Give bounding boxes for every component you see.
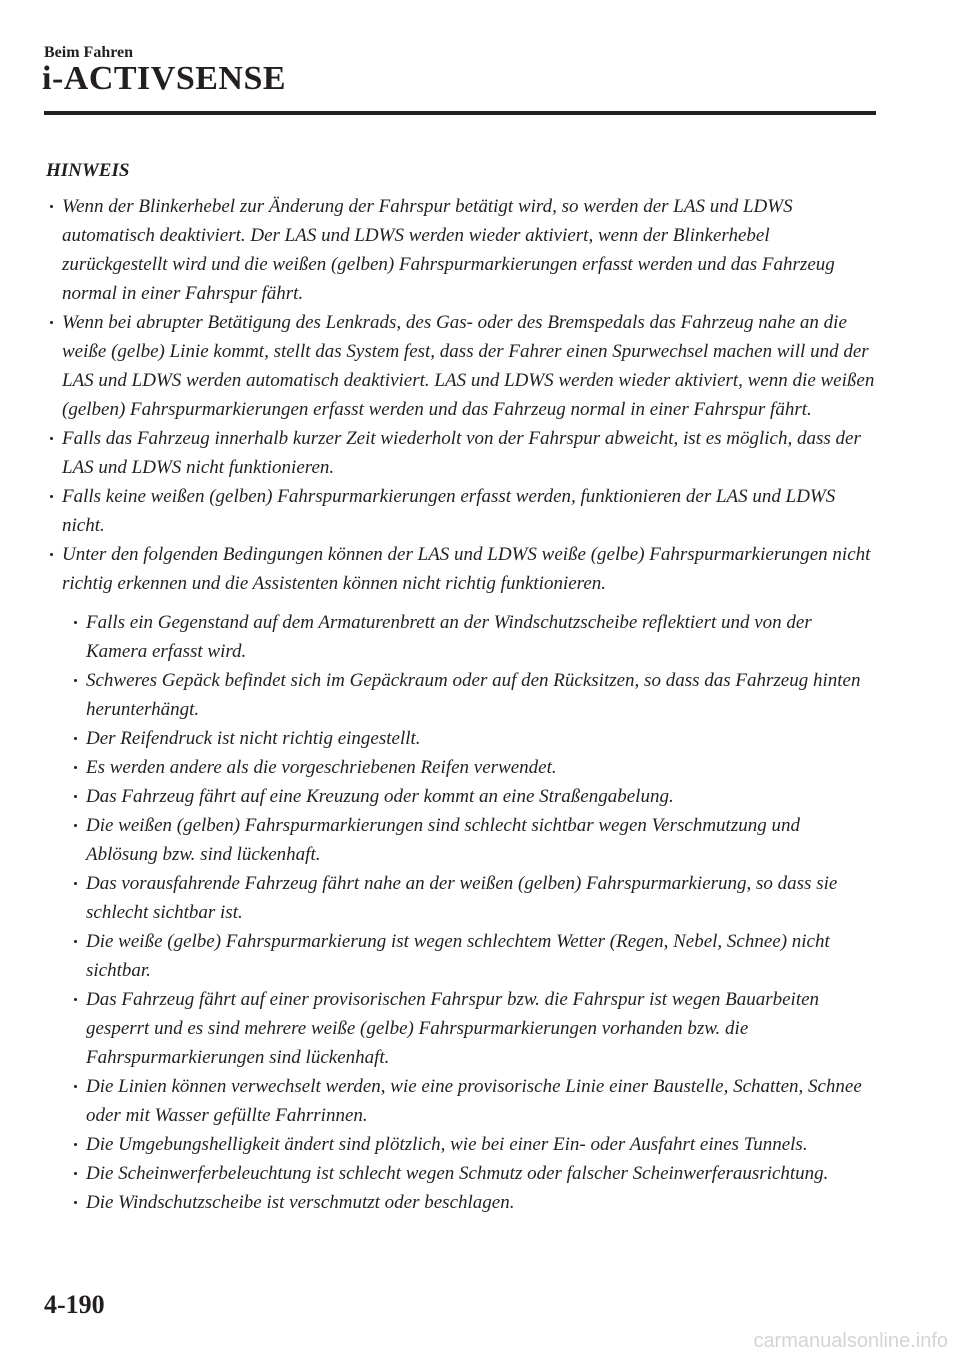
header-rule <box>44 111 876 115</box>
bullet-icon <box>74 882 77 885</box>
page-title: i-ACTIVSENSE <box>42 60 287 97</box>
sub-list-item: Die Scheinwerferbeleuchtung ist schlecht wegen Schmutz oder falscher Scheinwerferausrichtung. <box>70 1159 876 1188</box>
bullet-icon <box>74 1143 77 1146</box>
condition-list <box>70 608 876 1217</box>
list-item: Falls das Fahrzeug innerhalb kurzer Zeit wiederholt von der Fahrspur abweicht, ist es möglich, dass der LAS und LDWS nicht funktionieren. <box>46 424 876 482</box>
bullet-icon <box>50 205 53 208</box>
bullet-icon <box>74 621 77 624</box>
bullet-icon <box>74 1085 77 1088</box>
bullet-icon <box>74 1172 77 1175</box>
note-list <box>46 192 876 598</box>
sub-list-item: Die Umgebungshelligkeit ändert sind plötzlich, wie bei einer Ein- oder Ausfahrt eines Tunnels. <box>70 1130 876 1159</box>
note-block <box>46 160 876 1217</box>
sub-list-item: Das vorausfahrende Fahrzeug fährt nahe an der weißen (gelben) Fahrspurmarkierung, so dass sie schlecht sichtbar ist. <box>70 869 876 927</box>
sub-list-item: Falls ein Gegenstand auf dem Armaturenbrett an der Windschutzscheibe reflektiert und von der Kamera erfasst wird. <box>70 608 876 666</box>
bullet-icon <box>74 940 77 943</box>
bullet-icon <box>50 437 53 440</box>
sub-list-item: Es werden andere als die vorgeschriebenen Reifen verwendet. <box>70 753 876 782</box>
watermark: carmanualsonline.info <box>753 1330 948 1352</box>
sub-list-item: Der Reifendruck ist nicht richtig eingestellt. <box>70 724 876 753</box>
bullet-icon <box>74 824 77 827</box>
page-number: 4-190 <box>44 1290 105 1319</box>
bullet-icon <box>50 495 53 498</box>
section-label: Beim Fahren <box>44 44 134 61</box>
list-item: Unter den folgenden Bedingungen können der LAS und LDWS weiße (gelbe) Fahrspurmarkierungen nicht richtig erkennen und die Assistenten können nicht richtig funktionieren. <box>46 540 876 598</box>
bullet-icon <box>74 679 77 682</box>
list-item: Wenn bei abrupter Betätigung des Lenkrads, des Gas- oder des Bremspedals das Fahrzeug nahe an die weiße (gelbe) Linie kommt, stellt das System fest, dass der Fahrer einen Spurwechsel machen will und der LAS und LDWS werden automatisch deaktiviert. LAS und LDWS werden wieder aktiviert, wenn die weißen (gelben) Fahrspurmarkierungen erfasst werden und das Fahrzeug normal in einer Fahrspur fährt. <box>46 308 876 424</box>
bullet-icon <box>74 737 77 740</box>
sub-list-item: Die weiße (gelbe) Fahrspurmarkierung ist wegen schlechtem Wetter (Regen, Nebel, Schnee) nicht sichtbar. <box>70 927 876 985</box>
sub-list-item: Schweres Gepäck befindet sich im Gepäckraum oder auf den Rücksitzen, so dass das Fahrzeug hinten herunterhängt. <box>70 666 876 724</box>
note-heading: HINWEIS <box>46 160 130 181</box>
list-item: Falls keine weißen (gelben) Fahrspurmarkierungen erfasst werden, funktionieren der LAS und LDWS nicht. <box>46 482 876 540</box>
bullet-icon <box>74 1201 77 1204</box>
bullet-icon <box>50 321 53 324</box>
sub-list-item: Die weißen (gelben) Fahrspurmarkierungen sind schlecht sichtbar wegen Verschmutzung und Ablösung bzw. sind lückenhaft. <box>70 811 876 869</box>
list-item: Wenn der Blinkerhebel zur Änderung der Fahrspur betätigt wird, so werden der LAS und LDWS automatisch deaktiviert. Der LAS und LDWS werden wieder aktiviert, wenn der Blinkerhebel zurückgestellt wird und die weißen (gelben) Fahrspurmarkierungen erfasst werden und das Fahrzeug normal in einer Fahrspur fährt. <box>46 192 876 308</box>
bullet-icon <box>74 795 77 798</box>
bullet-icon <box>74 998 77 1001</box>
bullet-icon <box>50 553 53 556</box>
sub-list-item: Die Linien können verwechselt werden, wie eine provisorische Linie einer Baustelle, Schatten, Schnee oder mit Wasser gefüllte Fahrrinnen. <box>70 1072 876 1130</box>
bullet-icon <box>74 766 77 769</box>
sub-list-item: Das Fahrzeug fährt auf eine Kreuzung oder kommt an eine Straßengabelung. <box>70 782 876 811</box>
sub-list-item: Das Fahrzeug fährt auf einer provisorischen Fahrspur bzw. die Fahrspur ist wegen Bauarbeiten gesperrt und es sind mehrere weiße (gelbe) Fahrspurmarkierungen vorhanden bzw. die Fahrspurmarkierungen sind lückenhaft. <box>70 985 876 1072</box>
sub-list-item: Die Windschutzscheibe ist verschmutzt oder beschlagen. <box>70 1188 876 1217</box>
